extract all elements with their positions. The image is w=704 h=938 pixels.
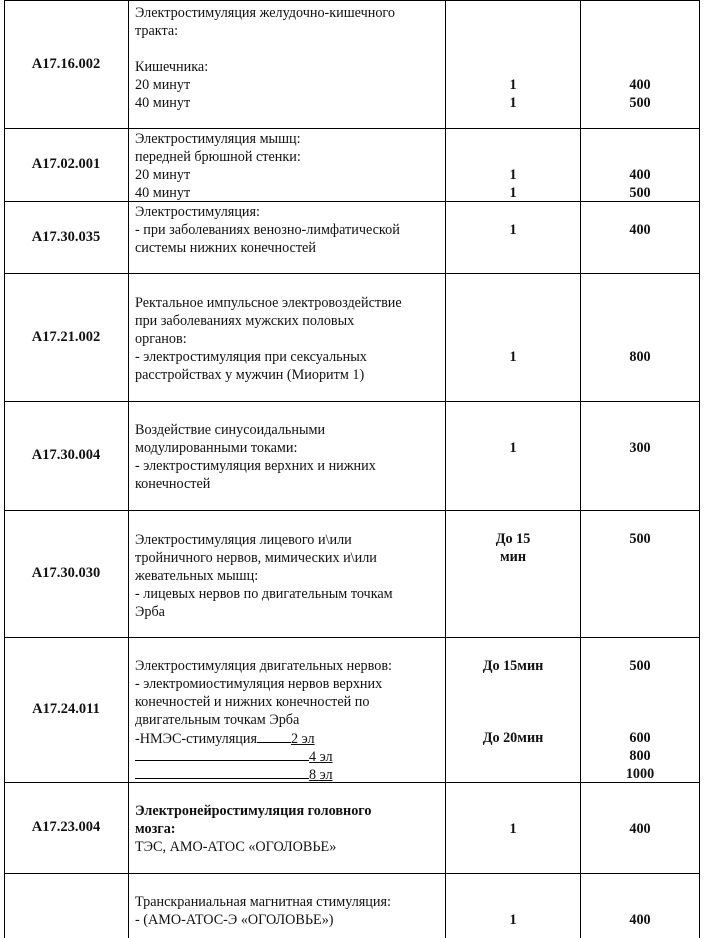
service-code <box>4 873 128 938</box>
service-description <box>135 802 445 856</box>
price-value: 400 <box>629 77 651 93</box>
description-line: Электростимуляция двигательных нервов: <box>135 658 392 674</box>
description-line <box>135 747 445 765</box>
description-line: Электростимуляция желудочно-кишечного <box>135 5 395 21</box>
nmes-label: -НМЭС-стимуляция <box>135 731 257 747</box>
description-line: - (АМО-АТОС-Э «ОГОЛОВЬЕ») <box>135 912 334 928</box>
table-row <box>4 0 700 128</box>
service-description <box>135 531 445 621</box>
description-line <box>135 765 445 783</box>
quantity-cell <box>446 657 580 675</box>
electrode-option: 4 эл <box>309 749 333 765</box>
quantity-cell <box>446 911 580 929</box>
description-line: конечностей <box>135 476 211 492</box>
price-value: 500 <box>629 95 651 111</box>
service-description <box>135 294 445 384</box>
quantity-cell <box>446 221 580 239</box>
description-line: двигательным точкам Эрба <box>135 712 300 728</box>
description-line: Электростимуляция мышц: <box>135 131 301 147</box>
description-line <box>135 40 445 58</box>
quantity-value: 1 <box>509 440 517 456</box>
price-cell <box>581 221 699 239</box>
service-description <box>135 421 445 493</box>
description-line: 20 минут <box>135 77 191 93</box>
description-line: - электростимуляция верхних и нижних <box>135 458 376 474</box>
service-code: А17.16.002 <box>31 55 101 72</box>
service-code: А17.02.001 <box>31 156 101 172</box>
description-line: органов: <box>135 331 187 347</box>
description-line: мозга: <box>135 821 176 837</box>
price-value: 400 <box>629 912 651 928</box>
quantity-value: 1 <box>509 912 517 928</box>
service-code: А17.21.002 <box>31 328 101 345</box>
description-line: Воздействие синусоидальными <box>135 422 326 438</box>
description-line <box>135 729 445 747</box>
quantity-value: 1 <box>509 95 517 111</box>
quantity-value: 1 <box>509 222 517 238</box>
table-row <box>4 873 700 938</box>
table-row <box>4 128 700 201</box>
electrode-option: 2 эл <box>291 731 315 747</box>
service-description <box>135 203 445 257</box>
service-description <box>135 657 445 783</box>
quantity-value: мин <box>499 549 526 565</box>
table-row <box>4 201 700 273</box>
price-cell <box>581 820 699 838</box>
price-value: 400 <box>629 821 651 837</box>
description-line: - электромиостимуляция нервов верхних <box>135 676 383 692</box>
service-description <box>135 893 445 929</box>
price-cell <box>581 911 699 929</box>
description-line: при заболеваниях мужских половых <box>135 313 355 329</box>
table-row <box>4 637 700 782</box>
price-cell <box>581 729 699 783</box>
price-value: 600 <box>629 730 651 746</box>
quantity-value: 1 <box>509 821 517 837</box>
service-code: А17.24.011 <box>32 701 100 717</box>
table-row <box>4 273 700 401</box>
description-line: системы нижних конечностей <box>135 240 316 256</box>
quantity-cell <box>446 820 580 838</box>
price-cell <box>581 348 699 366</box>
quantity-value: До 15мин <box>482 658 544 674</box>
description-line: ТЭС, АМО-АТОС «ОГОЛОВЬЕ» <box>135 839 337 855</box>
description-line: тройничного нервов, мимических и\или <box>135 550 377 566</box>
price-cell <box>581 530 699 548</box>
quantity-cell <box>446 348 580 366</box>
description-line: передней брюшной стенки: <box>135 149 301 165</box>
price-value: 500 <box>629 531 651 547</box>
electrode-option: 8 эл <box>309 767 333 783</box>
description-line: тракта: <box>135 23 179 39</box>
service-code: А17.30.030 <box>31 565 101 581</box>
price-value: 300 <box>629 440 651 456</box>
service-description <box>135 4 445 112</box>
price-value: 500 <box>629 658 651 674</box>
quantity-cell <box>446 530 580 566</box>
description-line: Электростимуляция лицевого и\или <box>135 532 352 548</box>
quantity-value: До 20мин <box>482 730 544 746</box>
price-cell <box>581 439 699 457</box>
price-value: 400 <box>629 167 651 183</box>
description-line: - при заболеваниях венозно-лимфатической <box>135 222 400 238</box>
price-cell <box>581 166 699 202</box>
price-cell <box>581 76 699 112</box>
fill-underline <box>135 747 309 761</box>
fill-underline <box>135 765 309 779</box>
quantity-value: 1 <box>509 349 517 365</box>
quantity-cell <box>446 166 580 202</box>
table-row <box>4 401 700 510</box>
description-line: 40 минут <box>135 185 191 201</box>
quantity-value: 1 <box>509 77 517 93</box>
description-line: конечностей и нижних конечностей по <box>135 694 370 710</box>
fill-underline <box>257 729 291 743</box>
description-line: модулированными токами: <box>135 440 298 456</box>
quantity-value: 1 <box>509 185 517 201</box>
description-line: Кишечника: <box>135 59 209 75</box>
description-line: - лицевых нервов по двигательным точкам <box>135 586 393 602</box>
description-line: расстройствах у мужчин (Миоритм 1) <box>135 367 365 383</box>
description-line: - электростимуляция при сексуальных <box>135 349 367 365</box>
description-line: Эрба <box>135 604 165 620</box>
service-code: А17.30.035 <box>31 228 101 245</box>
service-description <box>135 130 445 202</box>
description-line: 40 минут <box>135 95 191 111</box>
table-row <box>4 782 700 873</box>
description-line: Электронейростимуляция головного <box>135 803 372 819</box>
price-table <box>4 0 700 938</box>
description-line: Ректальное импульсное электровоздействие <box>135 295 402 311</box>
quantity-cell <box>446 729 580 747</box>
price-value: 400 <box>629 222 651 238</box>
description-line: Электростимуляция: <box>135 204 260 220</box>
table-row <box>4 510 700 637</box>
quantity-value: До 15 <box>495 531 531 547</box>
price-value: 1000 <box>625 766 655 782</box>
description-line: жевательных мышц: <box>135 568 259 584</box>
service-code: А17.23.004 <box>31 819 101 835</box>
price-value: 800 <box>629 748 651 764</box>
quantity-value: 1 <box>509 167 517 183</box>
description-line: Транскраниальная магнитная стимуляция: <box>135 894 391 910</box>
quantity-cell <box>446 76 580 112</box>
description-line: 20 минут <box>135 167 191 183</box>
price-value: 800 <box>629 349 651 365</box>
service-code: А17.30.004 <box>31 447 101 463</box>
price-value: 500 <box>629 185 651 201</box>
price-cell <box>581 657 699 675</box>
quantity-cell <box>446 439 580 457</box>
